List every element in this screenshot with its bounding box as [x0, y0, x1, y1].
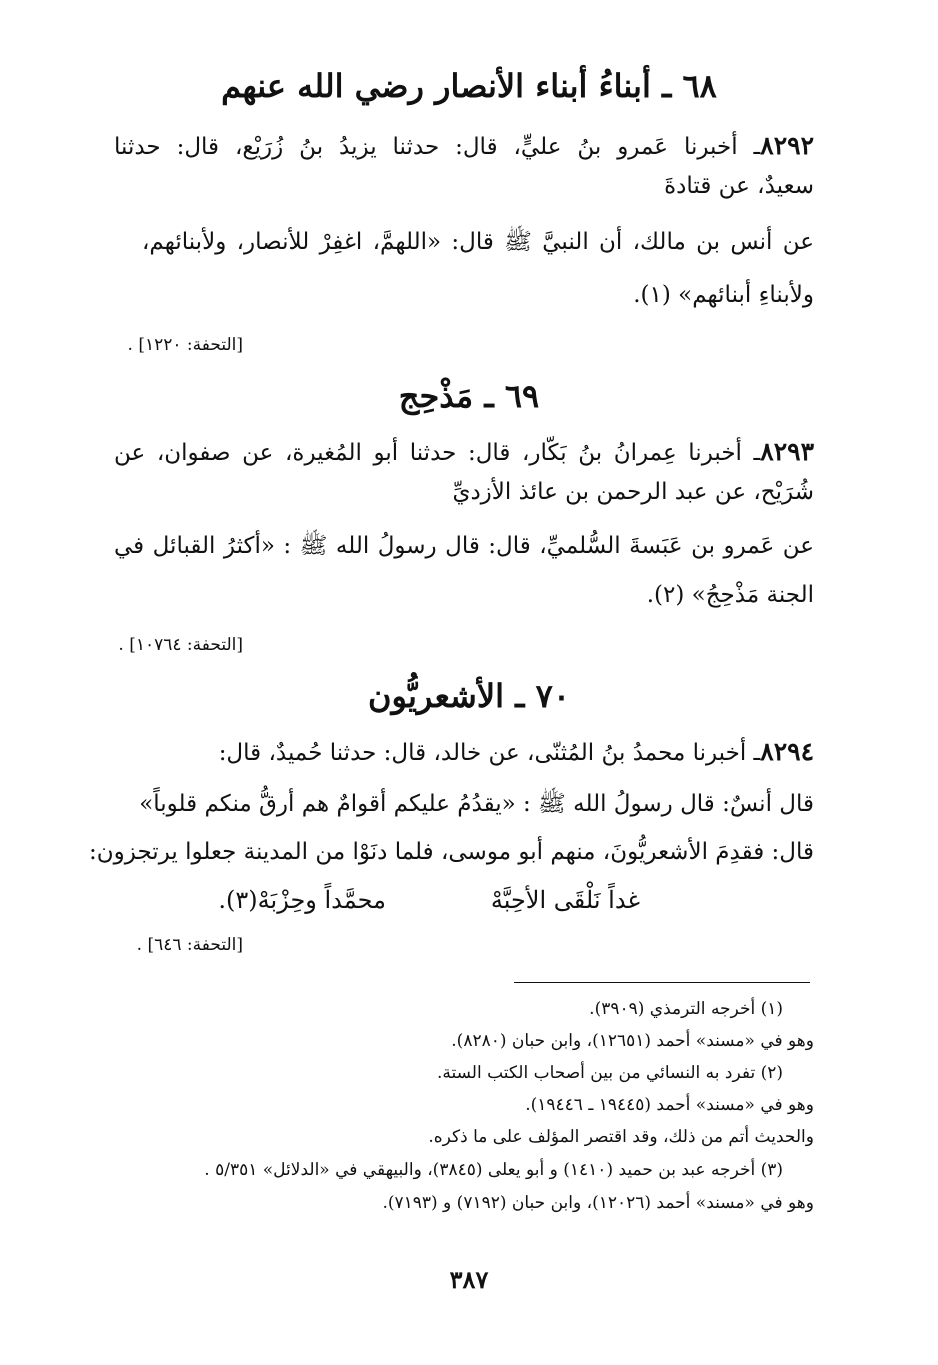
footnote-line: (٣) أخرجه عبد بن حميد (١٤١٠) و أبو يعلى (٣٨٤٥)، والبيهقي في «الدلائل» ٥/٣٥١ .	[204, 1160, 783, 1180]
hadith-8293-chain	[114, 434, 814, 471]
footnote-line: وهو في «مسند» أحمد (١٢٠٢٦)، وابن حبان (٧١٩٢) و (٧١٩٣).	[382, 1193, 814, 1213]
tuhfa-reference: [التحفة: ٦٤٦] .	[136, 935, 243, 955]
hadith-8292-text: عن أنس بن مالك، أن النبيَّ ﷺ قال: «اللهمَّ، اغفِرْ للأنصار، ولأبنائهم،	[142, 229, 814, 255]
verse-first-hemistich: غداً نَلْقَى الأحِبَّهْ	[490, 886, 640, 914]
section-heading-69: ٦٩ ـ مَذْحِج	[398, 377, 540, 415]
hadith-8292-chain-cont: سعيدٌ، عن قتادةَ	[664, 173, 814, 199]
footnote-line: والحديث أتم من ذلك، وقد اقتصر المؤلف على ما ذكره.	[428, 1127, 814, 1147]
page-number: ٣٨٧	[449, 1265, 489, 1294]
hadith-8292-text-cont: ولأبناءِ أبنائهم» (١).	[633, 282, 814, 308]
footnote-line: (٢) تفرد به النسائي من بين أصحاب الكتب الستة.	[436, 1063, 783, 1083]
chain-text: ـ أخبرنا محمدُ بنُ المُثنّى، عن خالد، قال: حدثنا حُميدٌ، قال:	[218, 740, 761, 766]
hadith-8294-chain	[114, 734, 814, 771]
footnote-line: وهو في «مسند» أحمد (١٢٦٥١)، وابن حبان (٨٢٨٠).	[451, 1031, 814, 1051]
hadith-number: ٨٢٩٣	[760, 437, 814, 466]
chain-text: ـ أخبرنا عَمرو بنُ عليٍّ، قال: حدثنا يزيدُ بنُ زُرَيْع، قال: حدثنا	[114, 134, 761, 160]
hadith-8293-chain-cont: شُرَيْح، عن عبد الرحمن بن عائذ الأزديِّ	[452, 479, 814, 505]
tuhfa-reference: [التحفة: ١٠٧٦٤] .	[118, 635, 243, 655]
hadith-8293-text: عن عَمرو بن عَبَسةَ السُّلميِّ، قال: قال رسولُ الله ﷺ : «أكثرُ القبائل في	[114, 533, 814, 559]
hadith-number: ٨٢٩٢	[760, 131, 814, 160]
hadith-8293-text-cont: الجنة مَذْحِجُ» (٢).	[646, 582, 814, 608]
hadith-8292-chain	[114, 128, 814, 165]
footnote-line: (١) أخرجه الترمذي (٣٩٠٩).	[589, 999, 783, 1019]
hadith-number: ٨٢٩٤	[760, 737, 814, 766]
hadith-8294-text-cont: قال: فقدِمَ الأشعريُّونَ، منهم أبو موسى، فلما دنَوْا من المدينة جعلوا يرتجزون:	[89, 839, 814, 865]
section-heading-68: ٦٨ ـ أبناءُ أبناء الأنصار رضي الله عنهم	[221, 67, 717, 105]
hadith-8294-text: قال أنسٌ: قال رسولُ الله ﷺ : «يقدُمُ عليكم أقوامٌ هم أرقُّ منكم قلوباً»	[139, 791, 814, 817]
footnote-line: وهو في «مسند» أحمد (١٩٤٤٥ ـ ١٩٤٤٦).	[525, 1095, 814, 1115]
chain-text: ـ أخبرنا عِمرانُ بنُ بَكّار، قال: حدثنا أبو المُغيرة، عن صفوان، عن	[114, 440, 761, 466]
section-heading-70: ٧٠ ـ الأشعريُّون	[367, 677, 570, 715]
verse-second-hemistich: محمَّداً وحِزْبَهْ(٣).	[218, 886, 386, 914]
footnote-divider	[514, 982, 810, 983]
tuhfa-reference: [التحفة: ١٢٢٠] .	[127, 335, 243, 355]
